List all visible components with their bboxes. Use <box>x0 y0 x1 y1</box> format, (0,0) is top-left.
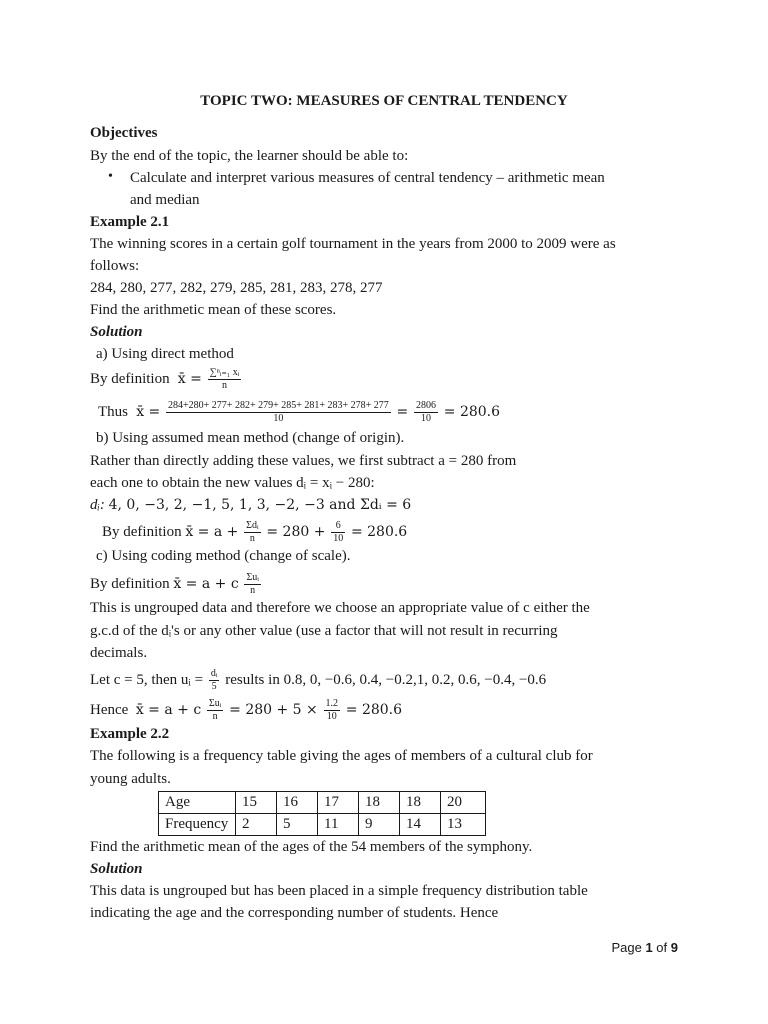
hence-lhs: x̄ = a + c <box>135 701 202 718</box>
objectives-intro: By the end of the topic, the learner should be able to: <box>90 148 409 164</box>
fraction-denominator: 5 <box>211 681 217 692</box>
sum-fraction <box>166 400 391 425</box>
total-fraction <box>414 400 438 425</box>
method-b-text-1: Rather than directly adding these values, we first subtract a = 280 from <box>90 453 517 469</box>
fraction-numerator: 6 <box>331 520 345 533</box>
coding-definition <box>90 572 263 597</box>
hence-fraction <box>207 698 223 723</box>
direct-definition-label: By definition <box>90 370 170 387</box>
bullet-icon: • <box>108 169 113 184</box>
fraction-denominator: n <box>212 711 218 722</box>
coding-definition-lhs: x̄ = a + c <box>173 575 239 592</box>
fraction-denominator: 10 <box>273 413 284 424</box>
fraction-numerator: ∑ⁿᵢ₌₁ xᵢ <box>209 367 240 378</box>
coding-values-post: results in 0.8, 0, −0.6, 0.4, −0.2,1, 0.2, 0.6, −0.4, −0.6 <box>225 671 547 688</box>
assumed-mean-result: = 280.6 <box>350 523 408 540</box>
deviations-values: 4, 0, −3, 2, −1, 5, 1, 3, −2, −3 and Σdᵢ = 6 <box>108 497 412 513</box>
fraction-denominator: n <box>250 585 256 596</box>
fraction-numerator: Σdᵢ <box>246 520 259 531</box>
method-b-text-2: each one to obtain the new values dᵢ = xᵢ − 280: <box>90 475 375 491</box>
solution-heading: Solution <box>90 861 143 877</box>
page-number <box>611 940 678 955</box>
table-cell: 2 <box>236 814 277 836</box>
example-2-1-text-2: follows: <box>90 258 140 274</box>
example-2-2-heading: Example 2.2 <box>90 726 170 742</box>
example-2-1-heading: Example 2.1 <box>90 214 170 230</box>
hence-fraction-2 <box>324 698 341 723</box>
table-cell: 13 <box>441 814 486 836</box>
frequency-table <box>158 791 486 836</box>
fraction-denominator: 10 <box>421 413 432 424</box>
table-cell: 9 <box>359 814 400 836</box>
table-cell: 20 <box>441 792 486 814</box>
equals-sign: = <box>396 403 409 420</box>
assumed-mean-label: By definition <box>102 523 182 540</box>
hence-result: = 280.6 <box>345 701 403 718</box>
method-c-heading: c) Using coding method (change of scale). <box>96 548 351 564</box>
fraction-numerator: 284+280+ 277+ 282+ 279+ 285+ 281+ 283+ 278+ 277 <box>168 400 389 411</box>
table-cell: Age <box>159 792 236 814</box>
fraction-denominator: n <box>222 380 228 391</box>
mean-symbol: x̄ = <box>173 370 202 387</box>
assumed-mean-definition <box>102 520 407 545</box>
deviations-label: dᵢ: <box>90 497 105 513</box>
table-cell: 18 <box>359 792 400 814</box>
fraction-denominator: n <box>249 533 255 544</box>
table-cell: 17 <box>318 792 359 814</box>
table-cell: 15 <box>236 792 277 814</box>
objective-line-2: and median <box>130 192 200 208</box>
fraction-denominator: 10 <box>333 533 344 544</box>
coding-values-fraction <box>209 668 220 693</box>
fraction-numerator: 1.2 <box>325 698 339 709</box>
example-2-1-task: Find the arithmetic mean of these scores. <box>90 302 337 318</box>
method-b-heading: b) Using assumed mean method (change of origin). <box>96 430 405 446</box>
assumed-mean-fraction-2 <box>331 520 345 545</box>
table-row <box>159 814 486 836</box>
direct-definition-fraction <box>208 367 242 392</box>
assumed-mean-fraction <box>244 520 260 545</box>
example-2-2-text-1: The following is a frequency table giving the ages of members of a cultural club for <box>90 748 593 764</box>
fraction-numerator: Σuᵢ <box>246 572 259 583</box>
page-word: Page <box>611 940 642 955</box>
table-row <box>159 792 486 814</box>
current-page: 1 <box>645 940 653 955</box>
objective-line-1: Calculate and interpret various measures of central tendency – arithmetic mean <box>130 170 605 186</box>
hence-mid: = 280 + 5 × <box>229 701 318 718</box>
assumed-mean-mid: = 280 + <box>266 523 326 540</box>
assumed-mean-lhs: x̄ = a + <box>185 523 239 540</box>
scores-list: 284, 280, 277, 282, 279, 285, 281, 283, 278, 277 <box>90 280 383 296</box>
deviations-line <box>90 495 411 515</box>
solution-heading: Solution <box>90 324 143 340</box>
example-2-2-task: Find the arithmetic mean of the ages of the 54 members of the symphony. <box>90 839 533 855</box>
coding-fraction <box>244 572 260 597</box>
coding-text-1: This is ungrouped data and therefore we choose an appropriate value of c either the <box>90 600 590 616</box>
example-2-1-text-1: The winning scores in a certain golf tournament in the years from 2000 to 2009 were as <box>90 236 616 252</box>
example-2-2-solution-1: This data is ungrouped but has been placed in a simple frequency distribution table <box>90 883 588 899</box>
method-a-heading: a) Using direct method <box>96 346 234 362</box>
of-word: of <box>656 940 668 955</box>
fraction-denominator: 10 <box>326 711 337 722</box>
page-title: TOPIC TWO: MEASURES OF CENTRAL TENDENCY <box>200 93 568 109</box>
fraction-numerator: Σuᵢ <box>208 698 222 709</box>
coding-text-2: g.c.d of the dᵢ's or any other value (use a factor that will not result in recurring <box>90 623 558 639</box>
table-cell: 5 <box>277 814 318 836</box>
coding-definition-label: By definition <box>90 575 170 592</box>
coding-values-pre: Let c = 5, then uᵢ = <box>90 671 204 688</box>
example-2-2-text-2: young adults. <box>90 771 171 787</box>
table-cell: 11 <box>318 814 359 836</box>
coding-values-line <box>90 668 546 693</box>
direct-definition <box>90 367 243 392</box>
table-cell: 16 <box>277 792 318 814</box>
objectives-heading: Objectives <box>90 125 158 141</box>
total-pages: 9 <box>670 940 678 955</box>
coding-result-line <box>90 698 402 723</box>
direct-result: = 280.6 <box>443 403 501 420</box>
table-cell: Frequency <box>159 814 236 836</box>
example-2-2-solution-2: indicating the age and the corresponding number of students. Hence <box>90 905 499 921</box>
fraction-numerator: 2806 <box>416 400 437 411</box>
table-cell: 14 <box>400 814 441 836</box>
direct-calculation <box>98 400 500 425</box>
coding-text-3: decimals. <box>90 645 148 661</box>
thus-label: Thus <box>98 403 128 420</box>
mean-symbol: x̄ = <box>131 403 161 420</box>
fraction-numerator: dᵢ <box>210 668 218 679</box>
hence-label: Hence <box>90 701 129 718</box>
table-cell: 18 <box>400 792 441 814</box>
